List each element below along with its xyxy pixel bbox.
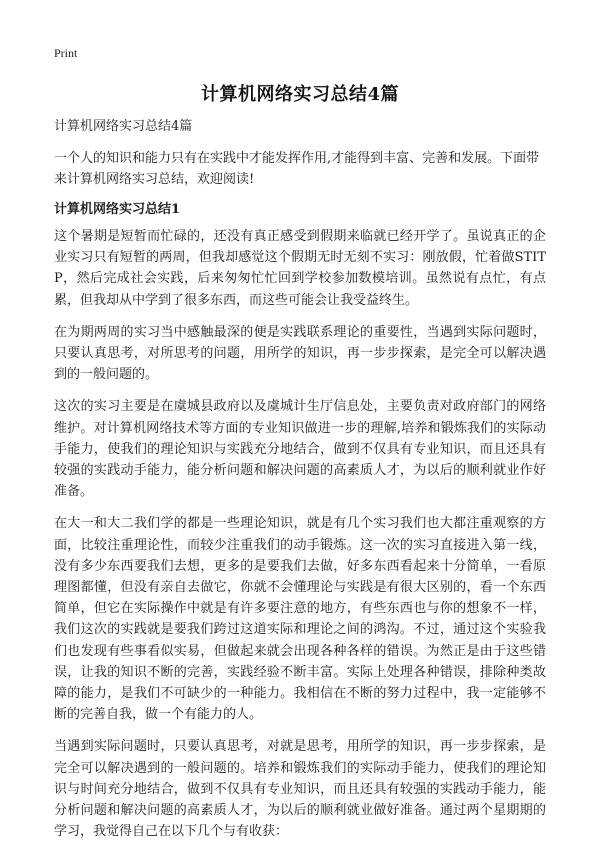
document-title: 计算机网络实习总结4篇	[200, 84, 400, 105]
body-paragraph: 在为期两周的实习当中感触最深的便是实践联系理论的重要性，当遇到实际问题时，只要认真思考，对所思考的问题，用所学的知识，再一步步探索，是完全可以解决遇到的一般问题的。	[54, 324, 546, 383]
body-paragraph: 这次的实习主要是在虞城县政府以及虞城计生厅信息处，主要负责对政府部门的网络维护。对计算机网络技术等方面的专业知识做进一步的理解,培养和锻炼我们的实际动手能力，使我们的理论知识与实践充分地结合，做到不仅具有专业知识，而且还具有较强的实践动手能力，能分析问题和解决问题的高素质人才，为以后的顺利就业作好准备。	[54, 399, 546, 500]
intro-paragraph: 一个人的知识和能力只有在实践中才能发挥作用,才能得到丰富、完善和发展。下面带来计算机网络实习总结，欢迎阅读!	[54, 151, 540, 187]
body-paragraph: 当遇到实际问题时，只要认真思考，对就是思考，用所学的知识，再一步步探索，是完全可以解决遇到的一般问题的。培养和锻炼我们的实际动手能力，使我们的理论知识与时间充分地结合，做到不仅具有专业知识，而且还具有较强的实践动手能力，能分析问题和解决问题的高素质人才，为以后的顺利就业做好准备。通过两个星期期的学习，我觉得自己在以下几个与有收获：	[54, 739, 546, 840]
document-subtitle: 计算机网络实习总结4篇	[54, 119, 193, 134]
section-heading: 计算机网络实习总结1	[54, 202, 181, 217]
print-link[interactable]: Print	[54, 46, 78, 60]
body-paragraph: 在大一和大二我们学的都是一些理论知识，就是有几个实习我们也大都注重观察的方面，比较注重理论性，而较少注重我们的动手锻炼。这一次的实习直接进入第一线，没有多少东西要我们去想，更多的是要我们去做，好多东西看起来十分简单，一看原理图都懂，但没有亲自去做它，你就不会懂理论与实践是有很大区别的，看一个东西简单，但它在实际操作中就是有许多要注意的地方，有些东西也与你的想象不一样，我们这次的实践就是要我们跨过这道实际和理论之间的鸿沟。不过，通过这个实验我们也发现有些事看似实易，但做起来就会出现各种各样的错误。为然正是由于这些错误，让我的知识不断的完善，实践经验不断丰富。实际上处理各种错误，排除种类故障的能力，是我们不可缺少的一种能力。我相信在不断的努力过程中，我一定能够不断的完善自我，做一个有能力的人。	[54, 516, 546, 723]
document-body	[54, 118, 546, 853]
body-paragraph: 这个暑期是短暂而忙碌的，还没有真正感受到假期来临就已经开学了。虽说真正的企业实习只有短暂的两周，但我却感觉这个假期无时无刻不实习：刚放假，忙着做STITP，然后完成社会实践，后来匆匆忙忙回到学校参加数模培训。虽然说有点忙，有点累，但我却从中学到了很多东西，而这些可能会让我受益终生。	[54, 229, 546, 308]
